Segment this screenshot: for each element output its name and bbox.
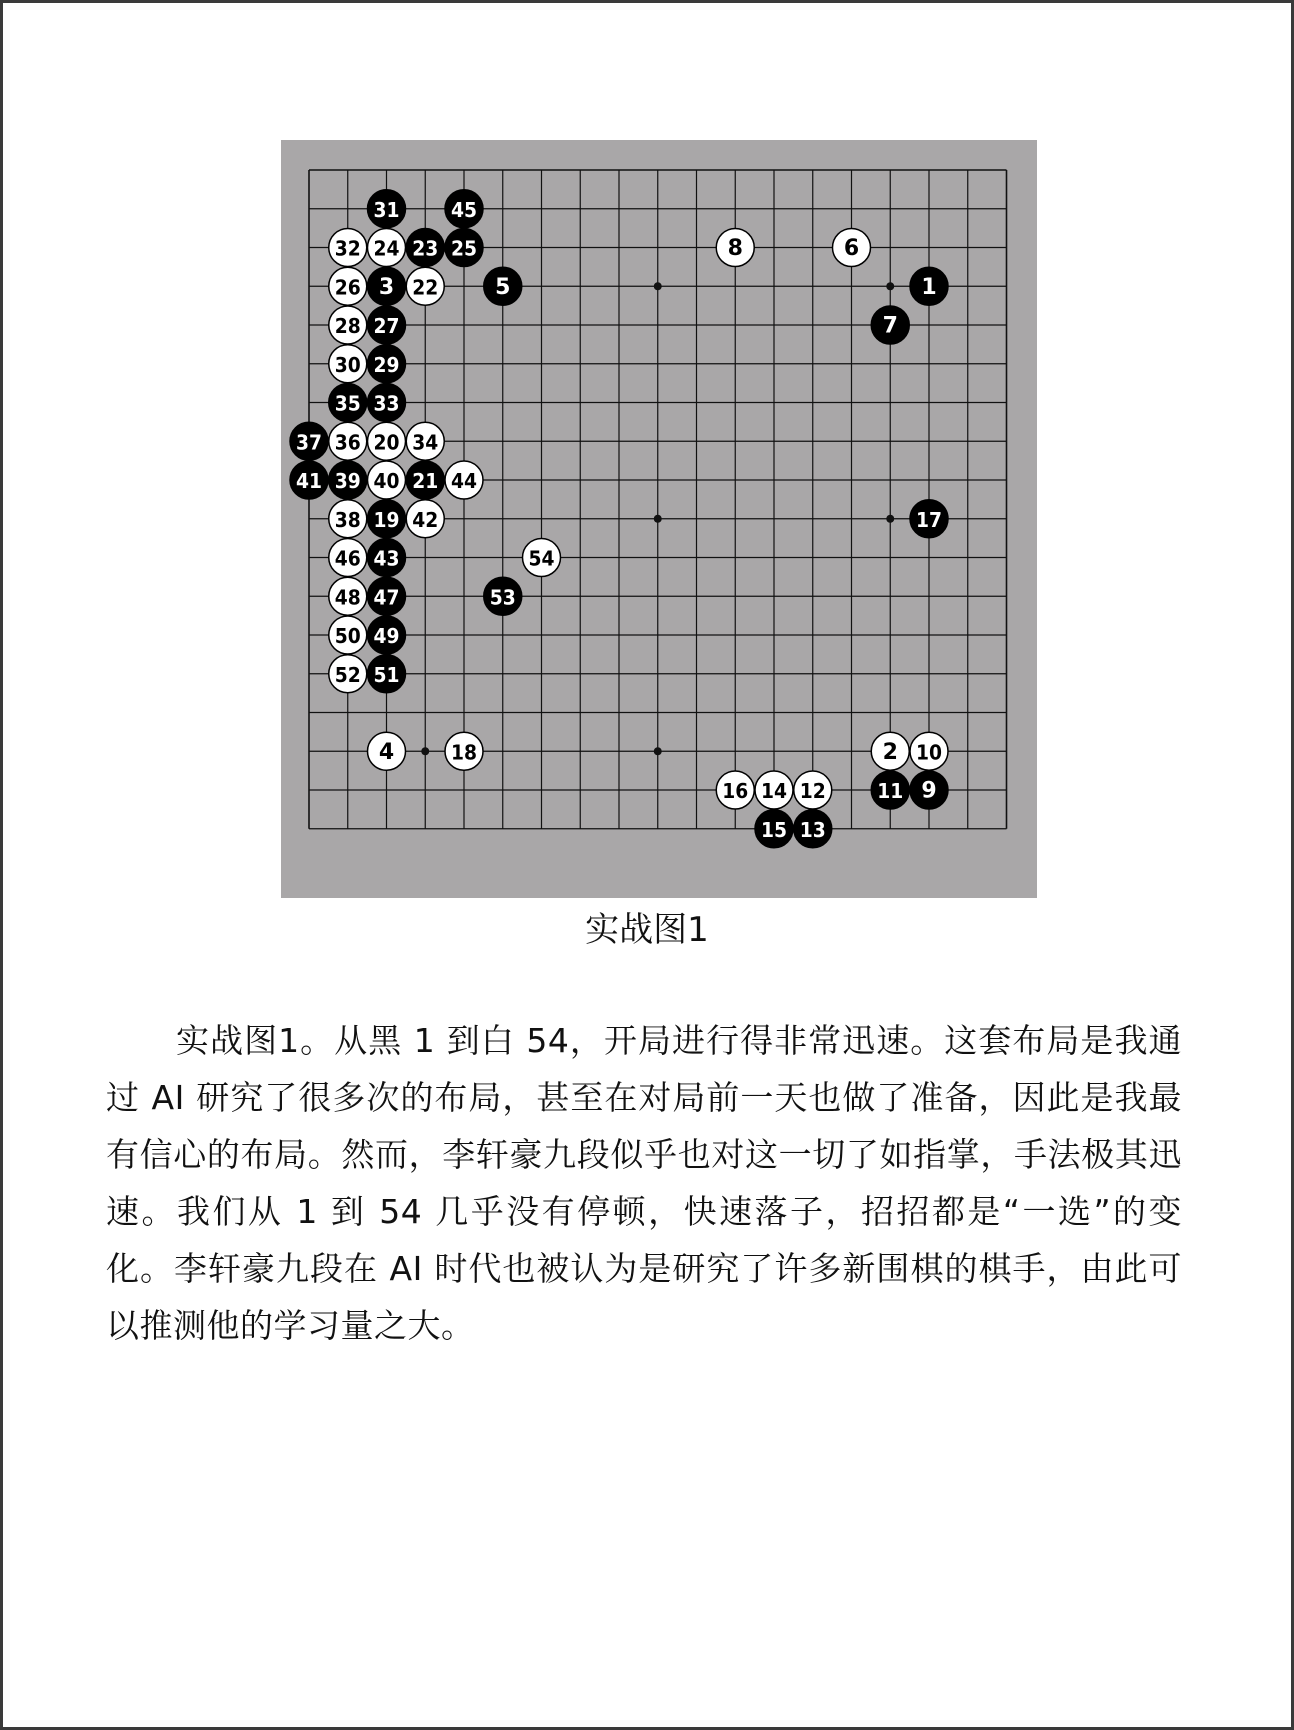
stone-move-number: 43 — [373, 546, 400, 571]
black-stone-19 — [368, 500, 406, 538]
black-stone-31 — [368, 190, 406, 228]
stone-move-number: 6 — [843, 236, 860, 261]
stone-move-number: 32 — [334, 236, 361, 261]
stone-move-number: 4 — [378, 739, 395, 765]
star-point — [886, 282, 894, 290]
white-stone-20 — [368, 422, 406, 460]
black-stone-23 — [406, 229, 444, 267]
stone-move-number: 19 — [373, 507, 400, 532]
stone-move-number: 12 — [799, 779, 826, 803]
stone-move-number: 42 — [412, 507, 439, 532]
stone-move-number: 47 — [373, 585, 400, 610]
stone-move-number: 18 — [451, 740, 477, 765]
black-stone-1 — [910, 267, 948, 305]
stone-move-number: 39 — [334, 469, 361, 493]
stone-move-number: 53 — [489, 585, 516, 610]
stone-move-number: 28 — [334, 314, 361, 338]
stone-move-number: 48 — [334, 585, 361, 610]
black-stone-53 — [484, 577, 522, 615]
stone-move-number: 2 — [882, 739, 898, 765]
stone-move-number: 5 — [495, 274, 511, 300]
stone-move-number: 40 — [373, 469, 400, 493]
stone-move-number: 54 — [528, 546, 555, 571]
black-stone-15 — [755, 810, 793, 848]
stone-move-number: 45 — [451, 197, 477, 222]
white-stone-4 — [368, 732, 406, 770]
stone-move-number: 41 — [296, 469, 322, 493]
stone-move-number: 23 — [412, 236, 439, 261]
white-stone-18 — [445, 732, 483, 770]
black-stone-3 — [368, 267, 406, 305]
stone-move-number: 22 — [412, 275, 439, 300]
white-stone-44 — [445, 461, 483, 499]
stone-move-number: 9 — [921, 778, 937, 804]
white-stone-28 — [329, 306, 367, 344]
white-stone-26 — [329, 267, 367, 305]
stone-move-number: 20 — [373, 430, 400, 455]
white-stone-34 — [406, 422, 444, 460]
stone-move-number: 30 — [334, 352, 361, 377]
black-stone-45 — [445, 190, 483, 228]
white-stone-32 — [329, 229, 367, 267]
black-stone-5 — [484, 267, 522, 305]
white-stone-22 — [406, 267, 444, 305]
black-stone-11 — [871, 771, 909, 809]
black-stone-7 — [871, 306, 909, 344]
black-stone-9 — [910, 771, 948, 809]
stone-move-number: 31 — [373, 197, 400, 222]
go-board-diagram — [281, 140, 1037, 898]
white-stone-36 — [329, 422, 367, 460]
stone-move-number: 3 — [378, 274, 395, 300]
black-stone-49 — [368, 616, 406, 654]
white-stone-24 — [368, 229, 406, 267]
black-stone-29 — [368, 345, 406, 383]
white-stone-42 — [406, 500, 444, 538]
black-stone-27 — [368, 306, 406, 344]
star-point — [886, 515, 894, 523]
white-stone-38 — [329, 500, 367, 538]
white-stone-10 — [910, 732, 948, 770]
stone-move-number: 34 — [412, 430, 439, 455]
white-stone-12 — [794, 771, 832, 809]
board-grid — [309, 170, 1007, 829]
stone-move-number: 8 — [727, 236, 743, 261]
stone-move-number: 14 — [761, 779, 787, 803]
white-stone-8 — [716, 229, 754, 267]
stone-move-number: 1 — [921, 274, 937, 300]
stone-move-number: 38 — [334, 507, 361, 532]
white-stone-16 — [716, 771, 754, 809]
stone-move-number: 37 — [296, 430, 322, 455]
black-stone-43 — [368, 539, 406, 577]
stone-move-number: 52 — [334, 662, 361, 687]
black-stone-47 — [368, 577, 406, 615]
stone-move-number: 50 — [334, 624, 361, 648]
stone-move-number: 35 — [334, 391, 361, 416]
black-stone-21 — [406, 461, 444, 499]
commentary-paragraph: 实战图1。从黑 1 到白 54，开局进行得非常迅速。这套布局是我通过 AI 研究了很多次的布局，甚至在对局前一天也做了准备，因此是我最有信心的布局。然而，李轩豪九段似乎也对这一切了如指掌，手法极其迅速。我们从 1 到 54 几乎没有停顿，快速落子，招招都是“一选”的变化。李轩豪九段在 AI 时代也被认为是研究了许多新围棋的棋手，由此可以推测他的学习量之大。 — [106, 1021, 1182, 1345]
figure-caption: 实战图1 — [585, 910, 709, 950]
white-stone-48 — [329, 577, 367, 615]
stone-move-number: 36 — [334, 430, 361, 455]
white-stone-46 — [329, 539, 367, 577]
white-stone-52 — [329, 655, 367, 693]
stone-move-number: 15 — [761, 817, 787, 842]
star-point — [654, 747, 662, 755]
stone-move-number: 46 — [334, 546, 361, 571]
white-stone-14 — [755, 771, 793, 809]
stone-move-number: 27 — [373, 314, 400, 338]
black-stone-37 — [290, 422, 328, 460]
black-stone-17 — [910, 500, 948, 538]
black-stone-25 — [445, 229, 483, 267]
white-stone-2 — [871, 732, 909, 770]
white-stone-30 — [329, 345, 367, 383]
star-point — [421, 747, 429, 755]
stone-move-number: 29 — [373, 352, 400, 377]
stone-move-number: 21 — [412, 469, 439, 493]
black-stone-33 — [368, 384, 406, 422]
black-stone-41 — [290, 461, 328, 499]
stone-move-number: 17 — [916, 507, 942, 532]
star-point — [654, 282, 662, 290]
stone-move-number: 24 — [373, 236, 400, 261]
stone-move-number: 7 — [882, 313, 898, 339]
black-stone-39 — [329, 461, 367, 499]
black-stone-51 — [368, 655, 406, 693]
stone-move-number: 26 — [334, 275, 361, 300]
white-stone-50 — [329, 616, 367, 654]
black-stone-35 — [329, 384, 367, 422]
stone-move-number: 11 — [877, 779, 904, 803]
white-stone-6 — [833, 229, 871, 267]
stone-move-number: 10 — [916, 740, 942, 765]
star-point — [654, 515, 662, 523]
stone-move-number: 33 — [373, 391, 400, 416]
white-stone-40 — [368, 461, 406, 499]
go-board — [281, 140, 1037, 898]
stone-move-number: 51 — [373, 662, 400, 687]
black-stone-13 — [794, 810, 832, 848]
stone-move-number: 16 — [722, 779, 749, 803]
stone-move-number: 44 — [451, 469, 477, 493]
stone-move-number: 25 — [451, 236, 477, 261]
stone-move-number: 13 — [799, 817, 826, 842]
white-stone-54 — [523, 539, 561, 577]
stone-move-number: 49 — [373, 624, 400, 648]
